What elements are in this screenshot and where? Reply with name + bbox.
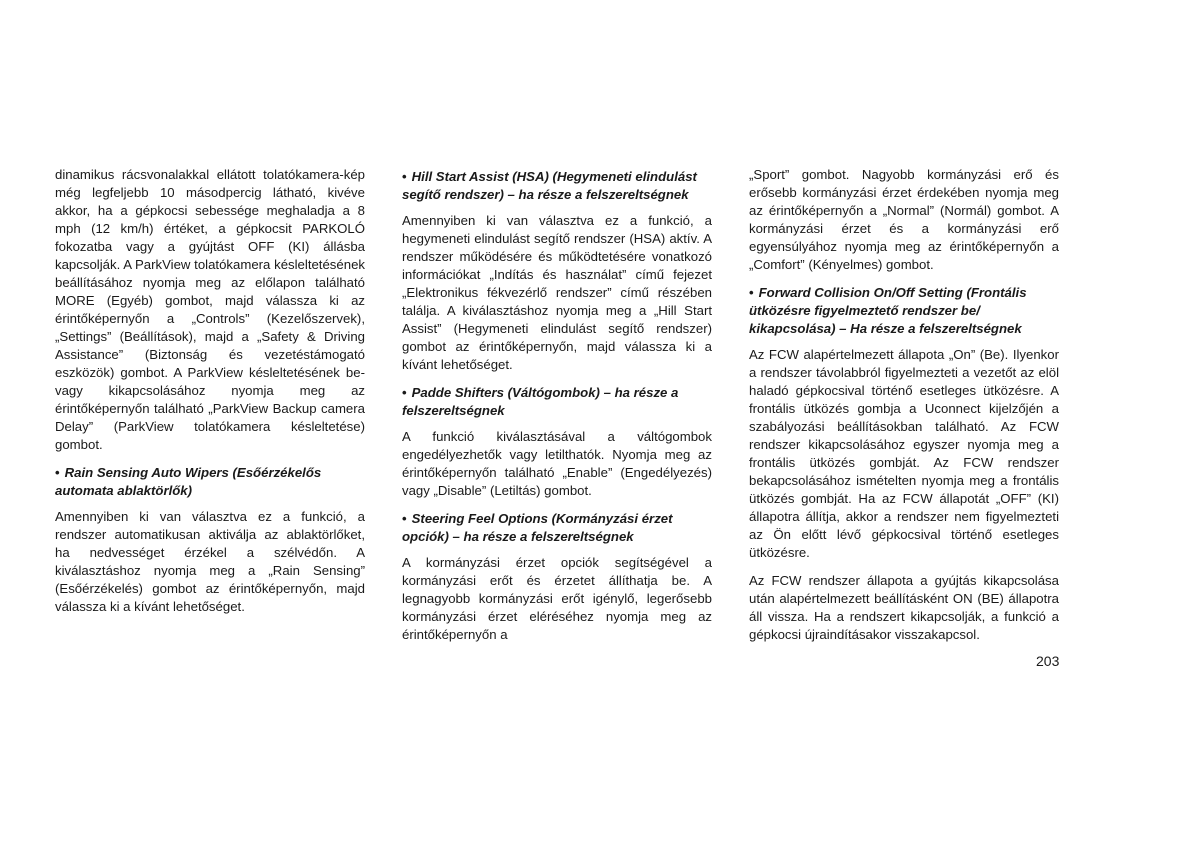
- heading-text: Rain Sensing Auto Wipers (Esőérzékelős automata ablaktörlők): [55, 465, 322, 498]
- text-column-middle: [402, 168, 712, 654]
- heading-text: Steering Feel Options (Kormányzási érzet opciók) – ha része a felszereltségnek: [402, 511, 673, 544]
- heading-hill-start-assist: [402, 168, 712, 204]
- paragraph-parkview-delay: dinamikus rácsvonalakkal ellátott tolatókamera-kép még legfeljebb 10 másodpercig látható, kivéve akkor, ha a gépkocsi sebessége meghaladja a 8 mph (12 km/h) értéket, a gépkocsit PARKOLÓ fokozatba vagy a gyújtást OFF (KI) állásba kapcsolják. A ParkView tolatókamera késleltetésének beállításához nyomja meg az előlapon található MORE (Egyéb) gombot, majd válassza ki az érintőképernyőn a „Controls” (Kezelőszervek), „Settings” (Beállítások), majd a „Safety & Driving Assistance” (Biztonság és vezetéstámogató eszközök) gombot. A ParkView késleltetésének be- vagy kikapcsolásához nyomja meg az érintőképernyőn található „ParkView Backup camera Delay” (ParkView tolatókamera késleltetése) gombot.: [55, 167, 365, 452]
- heading-forward-collision: [749, 284, 1059, 338]
- bullet-icon: •: [402, 385, 407, 400]
- heading-steering-feel: [402, 510, 712, 546]
- bullet-icon: •: [55, 465, 60, 480]
- heading-text: Padde Shifters (Váltógombok) – ha része a felszereltségnek: [402, 385, 679, 418]
- bullet-icon: •: [402, 169, 407, 184]
- text-column-left: [55, 166, 365, 626]
- paragraph-steering-feel: A kormányzási érzet opciók segítségével a kormányzási erőt és érzetet állíthatja be. A legnagyobb kormányzási erőt igénylő, legerősebb kormányzási érzet eléréséhez nyomja meg az érintőképernyőn a: [402, 555, 712, 642]
- paragraph-steering-modes: „Sport” gombot. Nagyobb kormányzási erő és erősebb kormányzási érzet érdekében nyomja meg az érintőképernyőn a „Normal” (Normál) gombot. A kormányzási érzet és a kormányzási erő egyensúlyához nyomja meg az érintőképernyőn a „Comfort” (Kényelmes) gombot.: [749, 167, 1059, 272]
- page-number: 203: [1036, 653, 1060, 669]
- paragraph-fcw-default: Az FCW alapértelmezett állapota „On” (Be). Ilyenkor a rendszer távolabbról figyelmezteti a vezetőt az elöl haladó gépkocsival történő esetleges ütközésre. A frontális ütközés gombja a Uconnect kijelzőjén a szabályozási beállításokban található. Az FCW rendszer kikapcsolásához egyszer nyomja meg a frontális ütközés gombját. Az FCW rendszer bekapcsolásához ismételten nyomja meg a frontális ütközés gombját. Ha az FCW állapotát „OFF” (KI) állapotra állítja, akkor a rendszer nem figyelmezteti az Ön előtt lévő gépkocsival történő esetleges ütközésre.: [749, 347, 1059, 560]
- paragraph-fcw-ignition: Az FCW rendszer állapota a gyújtás kikapcsolása után alapértelmezett beállításként ON (BE) állapotra áll vissza. Ha a rendszert kikapcsolják, a funkció a gépkocsi újraindításakor visszakapcsol.: [749, 573, 1059, 642]
- paragraph-rain-sensing: Amennyiben ki van választva ez a funkció, a rendszer automatikusan aktiválja az ablaktörlőket, ha nedvességet érzékel a szélvédőn. A kiválasztáshoz nyomja meg a „Rain Sensing” (Esőérzékelés) gombot az érintőképernyőn, majd válassza ki a kívánt lehetőséget.: [55, 509, 365, 614]
- heading-text: Hill Start Assist (HSA) (Hegymeneti elindulást segítő rendszer) – ha része a felszereltségnek: [402, 169, 697, 202]
- heading-paddle-shifters: [402, 384, 712, 420]
- heading-rain-sensing-wipers: [55, 464, 365, 500]
- paragraph-hill-start-assist: Amennyiben ki van választva ez a funkció, a hegymeneti elindulást segítő rendszer (HSA) aktív. A rendszer működésére és működtetésére vonatkozó információkat „Indítás és használat” című fejezet „Elektronikus fékvezérlő rendszer” című részében találja. A kiválasztáshoz nyomja meg a „Hill Start Assist” (Hegymeneti elindulást segítő rendszer) gombot az érintőképernyőn, majd válassza ki a kívánt lehetőséget.: [402, 213, 712, 372]
- heading-text: Forward Collision On/Off Setting (Frontális ütközésre figyelmeztető rendszer be/ kikapcsolása) – Ha része a felszereltségnek: [749, 285, 1027, 336]
- bullet-icon: •: [402, 511, 407, 526]
- paragraph-paddle-shifters: A funkció kiválasztásával a váltógombok engedélyezhetők vagy letilthatók. Nyomja meg az érintőképernyőn található „Enable” (Engedélyezés) vagy „Disable” (Letiltás) gombot.: [402, 429, 712, 498]
- text-column-right: [749, 166, 1059, 654]
- bullet-icon: •: [749, 285, 754, 300]
